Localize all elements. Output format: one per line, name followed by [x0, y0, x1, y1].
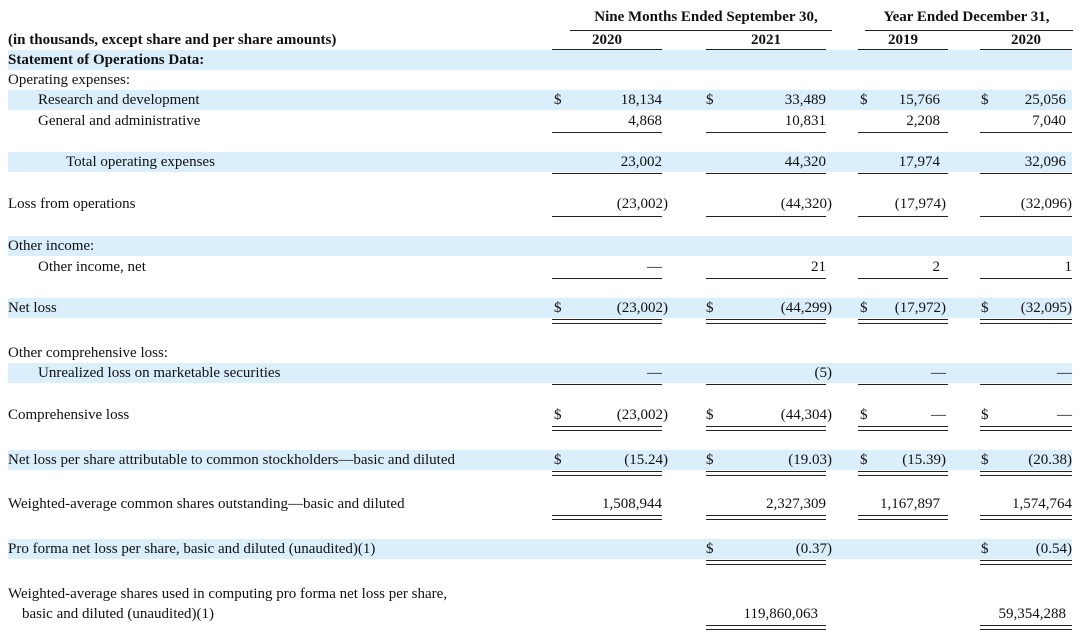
cell-2019-y: 17,974	[898, 154, 940, 170]
cell-2020-y: (32,096)	[1020, 196, 1072, 212]
cell-2019-y: (15.39)	[902, 452, 946, 468]
row-total-operating-expenses	[8, 152, 1072, 172]
row-comprehensive-loss	[8, 405, 1072, 425]
cell-2021-nm: (19.03)	[788, 452, 832, 468]
cell-2019-y: 15,766	[898, 92, 940, 108]
row-label: Other income, net	[38, 259, 146, 275]
currency-symbol: $	[860, 452, 868, 468]
double-rule	[980, 560, 1072, 565]
rule	[980, 384, 1072, 385]
cell-2020-y: 1,574,764	[1012, 496, 1072, 512]
row-general-administrative	[8, 111, 1072, 131]
cell-2020-y: 7,040	[1032, 113, 1066, 129]
cell-2021-nm: 21	[811, 259, 826, 275]
row-label: Operating expenses:	[8, 72, 131, 88]
cell-2020-nm: 18,134	[620, 92, 662, 108]
cell-2020-y: —	[1057, 365, 1072, 381]
cell-2021-nm: (44,304)	[780, 407, 832, 423]
double-rule	[858, 515, 948, 520]
currency-symbol: $	[706, 407, 714, 423]
rule	[858, 173, 948, 174]
row-other-income-header	[8, 236, 1072, 256]
col-header-2020-year: 2020	[1011, 32, 1041, 48]
rule	[552, 173, 662, 174]
rule	[858, 384, 948, 385]
double-rule	[980, 426, 1072, 431]
currency-symbol: $	[981, 300, 989, 316]
cell-2020-y: —	[1057, 407, 1072, 423]
rule	[980, 216, 1072, 217]
row-weighted-average-shares	[8, 494, 1072, 514]
double-rule	[980, 515, 1072, 520]
row-label: Comprehensive loss	[8, 407, 130, 423]
cell-2019-y: —	[931, 407, 946, 423]
currency-symbol: $	[981, 92, 989, 108]
row-label: Total operating expenses	[66, 154, 215, 170]
row-label: Research and development	[38, 92, 200, 108]
currency-symbol: $	[860, 300, 868, 316]
double-rule	[980, 319, 1072, 324]
cell-2021-nm: (0.37)	[795, 541, 832, 557]
rule	[706, 216, 826, 217]
cell-2020-y: (20.38)	[1028, 452, 1072, 468]
cell-2021-nm: (5)	[814, 365, 832, 381]
currency-symbol: $	[554, 92, 562, 108]
currency-symbol: $	[981, 407, 989, 423]
units-note: (in thousands, except share and per share amounts)	[8, 32, 337, 48]
rule	[552, 278, 662, 279]
rule	[858, 132, 948, 133]
row-research-development	[8, 90, 1072, 110]
cell-2020-y: 32,096	[1024, 154, 1066, 170]
group-header-nine-months: Nine Months Ended September 30,	[594, 9, 818, 25]
row-label: Other comprehensive loss:	[8, 345, 168, 361]
cell-2021-nm: 33,489	[784, 92, 826, 108]
row-label: Unrealized loss on marketable securities	[38, 365, 281, 381]
double-rule	[706, 426, 826, 431]
col-header-2021-nine-months: 2021	[751, 32, 781, 48]
double-rule	[552, 426, 662, 431]
row-other-income-net	[8, 257, 1072, 277]
double-rule	[980, 625, 1072, 630]
rule	[706, 278, 826, 279]
pro-forma-shares-label-line2: basic and diluted (unaudited)(1)	[22, 606, 215, 622]
row-pro-forma-eps	[8, 539, 1072, 559]
cell-2020-y: (32,095)	[1020, 300, 1072, 316]
cell-2021-nm: 44,320	[784, 154, 826, 170]
rule	[980, 173, 1072, 174]
cell-2019-y: (17,974)	[894, 196, 946, 212]
rule	[552, 132, 662, 133]
group-header-year: Year Ended December 31,	[883, 9, 1050, 25]
cell-2020-y: 25,056	[1024, 92, 1066, 108]
cell-2019-y: 1,167,897	[880, 496, 940, 512]
cell-2020-y: 59,354,288	[998, 606, 1066, 622]
double-rule	[858, 319, 948, 324]
double-rule	[706, 625, 826, 630]
section-row	[8, 50, 1072, 70]
row-loss-from-operations	[8, 194, 1072, 214]
double-rule	[706, 515, 826, 520]
cell-2020-nm: —	[647, 365, 662, 381]
cell-2020-nm: 4,868	[628, 113, 662, 129]
currency-symbol: $	[706, 300, 714, 316]
cell-2020-nm: (23,002)	[616, 300, 668, 316]
double-rule	[552, 471, 662, 476]
cell-2020-nm: 23,002	[620, 154, 662, 170]
row-label: Other income:	[8, 238, 95, 254]
cell-2019-y: 2	[932, 259, 940, 275]
row-label: General and administrative	[38, 113, 201, 129]
cell-2020-nm: —	[647, 259, 662, 275]
section-title: Statement of Operations Data:	[8, 52, 205, 68]
cell-2019-y: 2,208	[906, 113, 940, 129]
currency-symbol: $	[860, 407, 868, 423]
rule	[706, 173, 826, 174]
row-label: Pro forma net loss per share, basic and diluted (unaudited)(1)	[8, 541, 376, 557]
double-rule	[706, 319, 826, 324]
cell-2020-nm: (23,002)	[616, 407, 668, 423]
row-unrealized-loss	[8, 363, 1072, 383]
row-label: Net loss	[8, 300, 57, 316]
cell-2019-y: —	[931, 365, 946, 381]
rule	[858, 216, 948, 217]
currency-symbol: $	[860, 92, 868, 108]
pro-forma-shares-label-line1: Weighted-average shares used in computing pro forma net loss per share,	[8, 586, 448, 602]
cell-2021-nm: 119,860,063	[743, 606, 818, 622]
cell-2020-nm: (23,002)	[616, 196, 668, 212]
cell-2019-y: (17,972)	[894, 300, 946, 316]
currency-symbol: $	[554, 407, 562, 423]
cell-2020-nm: 1,508,944	[602, 496, 662, 512]
currency-symbol: $	[706, 92, 714, 108]
double-rule	[706, 471, 826, 476]
rule	[980, 132, 1072, 133]
currency-symbol: $	[554, 452, 562, 468]
row-net-loss-per-share	[8, 450, 1072, 470]
currency-symbol: $	[706, 541, 714, 557]
cell-2020-nm: (15.24)	[624, 452, 668, 468]
row-other-comprehensive-loss-header	[8, 343, 1072, 363]
double-rule	[706, 560, 826, 565]
rule	[706, 384, 826, 385]
rule	[858, 278, 948, 279]
cell-2020-y: (0.54)	[1035, 541, 1072, 557]
currency-symbol: $	[554, 300, 562, 316]
double-rule	[552, 319, 662, 324]
rule	[980, 278, 1072, 279]
row-label: Weighted-average common shares outstanding—basic and diluted	[8, 496, 405, 512]
double-rule	[858, 471, 948, 476]
col-header-2019-year: 2019	[888, 32, 918, 48]
cell-2021-nm: (44,320)	[780, 196, 832, 212]
double-rule	[552, 515, 662, 520]
col-header-2020-nine-months: 2020	[592, 32, 622, 48]
row-label: Net loss per share attributable to common stockholders—basic and diluted	[8, 452, 455, 468]
cell-2021-nm: 10,831	[784, 113, 826, 129]
cell-2021-nm: 2,327,309	[766, 496, 826, 512]
cell-2020-y: 1	[1064, 259, 1072, 275]
row-net-loss	[8, 298, 1072, 318]
row-label: Loss from operations	[8, 196, 136, 212]
row-operating-expenses	[8, 70, 1072, 90]
currency-symbol: $	[981, 452, 989, 468]
double-rule	[980, 471, 1072, 476]
currency-symbol: $	[706, 452, 714, 468]
rule	[706, 132, 826, 133]
double-rule	[858, 426, 948, 431]
currency-symbol: $	[981, 541, 989, 557]
rule	[552, 384, 662, 385]
rule	[552, 216, 662, 217]
cell-2021-nm: (44,299)	[780, 300, 832, 316]
